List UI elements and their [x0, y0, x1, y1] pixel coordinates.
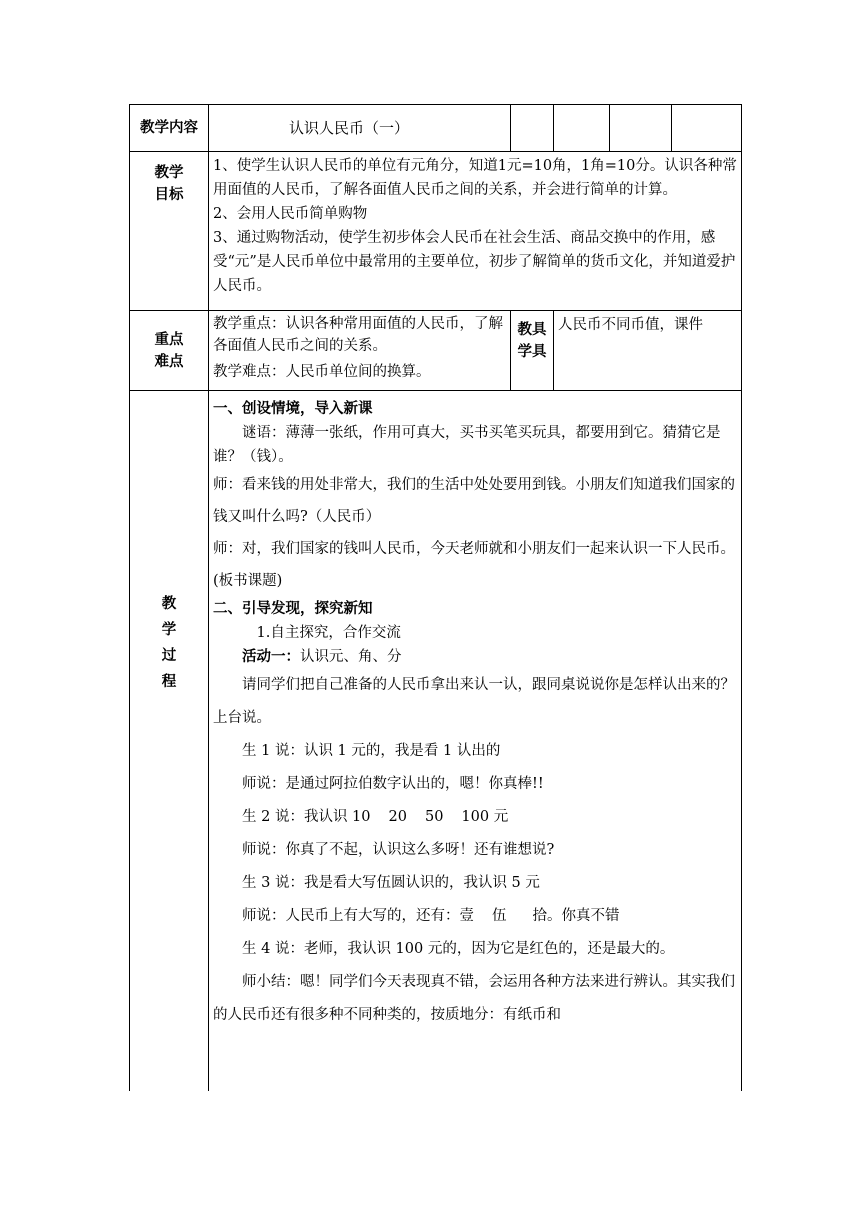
key-points-label: [130, 311, 209, 391]
student-2: [213, 801, 737, 834]
objectives-label-line2: 目标: [154, 187, 184, 203]
teaching-difficulty: 教学难点：人民币单位间的换算。: [213, 364, 431, 380]
section2-title: 二、引导发现，探究新知: [213, 601, 373, 617]
content-label: 教学内容: [130, 105, 209, 152]
instruction-text: 请同学们把自己准备的人民币拿出来认一认，跟同桌说说你是怎样认出来的？上台说。: [213, 677, 735, 726]
key-points-label-line1: 重点: [154, 331, 184, 348]
tools-label: [511, 311, 554, 391]
empty-cell-2: [554, 105, 610, 152]
activity-1-label: 活动一：: [242, 648, 300, 665]
content-row: [130, 105, 742, 152]
key-points-text: [209, 311, 511, 391]
lesson-plan-table: [129, 104, 742, 1091]
section1-title: 一、创设情境，导入新课: [213, 401, 373, 417]
riddle-text: 谜语：薄薄一张纸，作用可真大，买书买笔买玩具，都要用到它。猜猜它是谁？（钱）。: [213, 425, 721, 465]
teacher-reply-3-prefix: 师说：人民币上有大写的，还有：壹: [242, 908, 474, 924]
teacher-line-2: 师：对，我们国家的钱叫人民币，今天老师就和小朋友们一起来认识一下人民币。(板书课题): [213, 541, 735, 589]
key-points-row: [130, 311, 742, 391]
student-2-n2: 20: [388, 809, 407, 825]
teacher-reply-3: [213, 900, 737, 933]
content-value: 认识人民币（一）: [209, 105, 511, 152]
objectives-label: [130, 152, 209, 311]
objective-item-2: 2、会用人民币简单购物: [213, 206, 368, 222]
activity-1: [213, 645, 737, 669]
empty-cell-4: [672, 105, 742, 152]
student-2-n3: 50: [424, 809, 444, 825]
student-2-n4: 100 元: [461, 809, 509, 825]
teacher-reply-2: 师说：你真了不起，认识这么多呀！还有谁想说?: [242, 842, 555, 858]
process-label: [130, 391, 209, 1091]
objective-item-1: 1、使学生认识人民币的单位有元角分，知道1元=10角，1角=10分。认识各种常用面值的人民币，了解各面值人民币之间的关系，并会进行简单的计算。: [213, 158, 737, 198]
process-label-char-4: 程: [161, 674, 177, 690]
teacher-reply-3-w3: 拾。你真不错: [532, 908, 620, 924]
teacher-summary: 师小结：嗯！同学们今天表现真不错，会运用各种方法来进行辨认。其实我们的人民币还有很多种不同种类的，按质地分：有纸币和: [213, 974, 735, 1023]
student-1: 生 1 说：认识 1 元的，我是看 1 认出的: [242, 743, 501, 759]
key-points-label-line2: 难点: [154, 353, 184, 370]
process-label-char-2: 学: [161, 622, 177, 638]
process-content: [209, 391, 742, 1091]
teacher-reply-1: 师说：是通过阿拉伯数字认出的，嗯！你真棒!!: [242, 776, 544, 792]
student-2-prefix: 生 2 说：我认识 10: [242, 809, 371, 825]
teaching-focus: 教学重点：认识各种常用面值的人民币，了解各面值人民币之间的关系。: [213, 316, 503, 354]
tools-label-line1: 教具: [517, 322, 547, 338]
process-label-char-1: 教: [161, 596, 177, 612]
objective-item-3: 3、通过购物活动，使学生初步体会人民币在社会生活、商品交换中的作用，感受“元”是人民币单位中最常用的主要单位，初步了解简单的货币文化，并知道爱护人民币。: [213, 230, 736, 294]
process-row: [130, 391, 742, 1091]
tools-label-line2: 学具: [517, 344, 547, 360]
empty-cell-3: [610, 105, 672, 152]
activity-1-text: 认识元、角、分: [300, 649, 402, 665]
teacher-reply-3-w2: 伍: [492, 908, 507, 924]
sub-section-1: 1.自主探究，合作交流: [256, 625, 401, 641]
objectives-row: [130, 152, 742, 311]
student-3: 生 3 说：我是看大写伍圆认识的，我认识 5 元: [242, 875, 540, 891]
objectives-label-line1: 教学: [154, 165, 184, 181]
process-label-char-3: 过: [161, 648, 177, 664]
teacher-line-1: 师：看来钱的用处非常大，我们的生活中处处要用到钱。小朋友们知道我们国家的钱又叫什么吗?（人民币）: [213, 477, 735, 525]
empty-cell-1: [511, 105, 554, 152]
student-4: 生 4 说：老师，我认识 100 元的，因为它是红色的，还是最大的。: [242, 941, 675, 957]
tools-value: 人民币不同币值，课件: [554, 311, 742, 391]
objectives-text: [209, 152, 742, 311]
